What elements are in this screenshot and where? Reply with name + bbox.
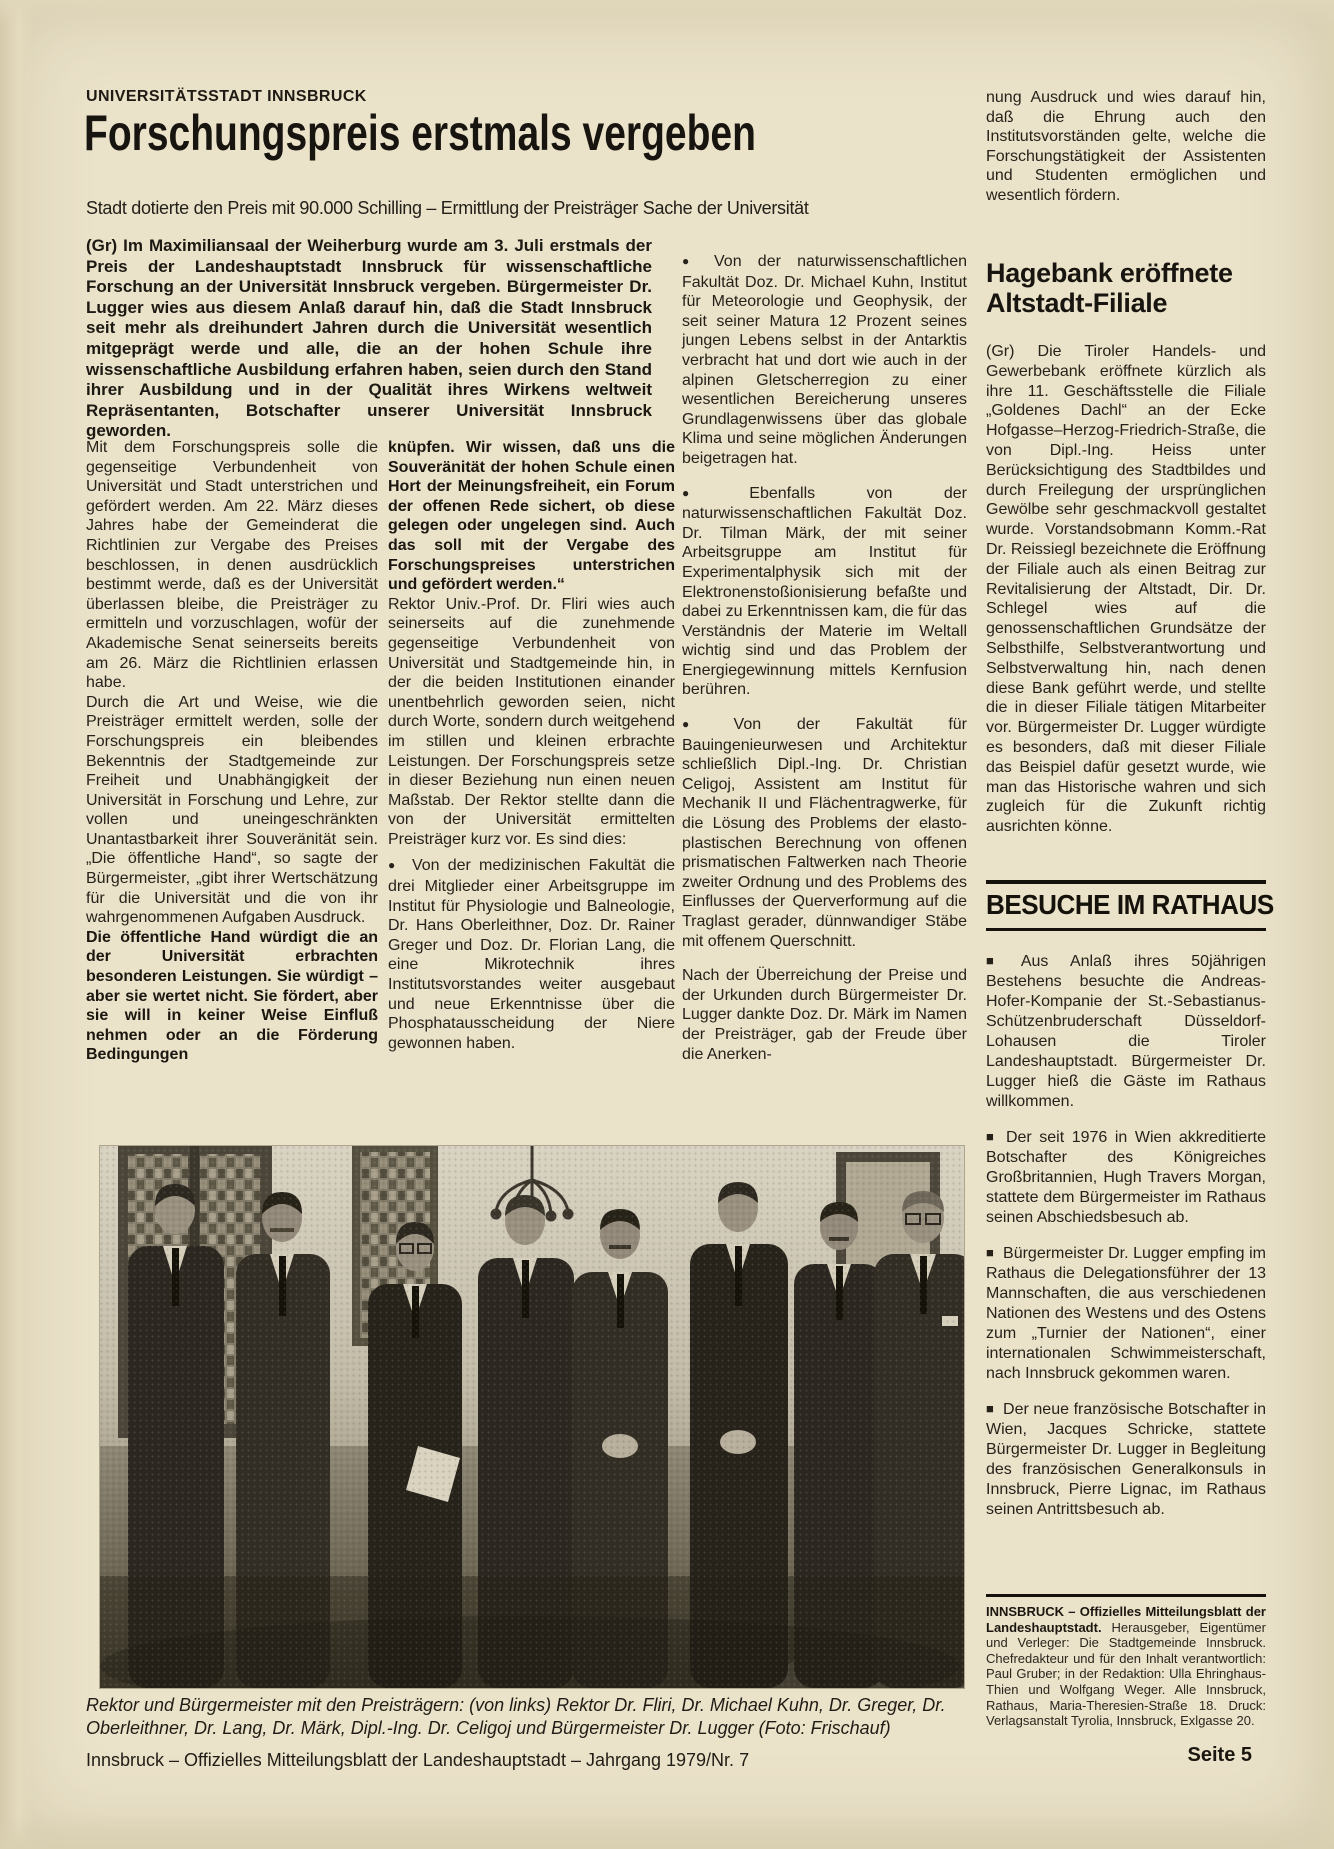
article-column-1 — [86, 438, 378, 1065]
hagebank-article: (Gr) Die Tiroler Handels- und Gewerbebank eröffnete kürzlich als ihre 11. Geschäftsstelle die Filiale „Goldenes Dachl“ an der Ecke Hofgasse–Herzog-Friedrich-Straße, die von Dipl.-Ing. Heiss unter Berücksichtigung des Stadtbildes und durch Freilegung der ursprünglichen Gewölbe sehr geschmackvoll gestaltet wurde. Vorstandsobmann Komm.-Rat Dr. Reissiegl bezeichnete die Eröffnung der Filiale auch als einen Beitrag zur Revitalisierung der Altstadt, Dir. Dr. Schlegel wies auf die genossenschaftlichen Grundsätze der Selbsthilfe, Selbstverantwortung und Selbstverwaltung hin, nach denen diese Bank geführt werde, und stellte die in dieser Filiale tätigen Mitarbeiter vor. Bürgermeister Dr. Lugger würdigte es besonders, daß mit dieser Filiale das Beispiel dafür gesetzt wurde, wie man das Historische wahren und sich zugleich für die Zukunft richtig ausrichten könne. — [986, 343, 1266, 836]
rathaus-item-text: Bürgermeister Dr. Lugger empfing im Rathaus die Delegationsführer der 13 Mannschaften, die aus verschiedenen Nationen des Westens und des Ostens zum „Turnier der Nationen“, einer internationalen Schwimmeisterschaft, nach Innsbruck gekommen waren. — [986, 1245, 1266, 1382]
photo-caption: Rektor und Bürgermeister mit den Preisträgern: (von links) Rektor Dr. Fliri, Dr. Michael Kuhn, Dr. Greger, Dr. Oberleithner, Dr. Lang, Dr. Märk, Dipl.-Ing. Dr. Celigoj und Bürgermeister Dr. Lugger (Foto: Frischauf) — [86, 1695, 946, 1738]
rathaus-items — [986, 952, 1266, 1536]
masthead-kicker: UNIVERSITÄTSSTADT INNSBRUCK — [86, 88, 367, 105]
rathaus-heading-box — [986, 880, 1274, 931]
award-ceremony-photo — [100, 1146, 964, 1688]
square-bullet-icon: ■ — [986, 953, 1012, 968]
prize-item-engineering — [682, 715, 967, 951]
paragraph-rektor: Rektor Univ.-Prof. Dr. Fliri wies auch seinerseits auf die zunehmende gegenseitige Verbundenheit von Universität und Stadtgemeinde hin, in der die beiden Institutionen einander unentbehrlich geworden seien, nicht durch Worte, sondern durch weitgehend im stillen und kleinen erbrachte Leistungen. Der Forschungspreis setze in dieser Beziehung nun einen neuen Maßstab. Der Rektor stellte dann die von der Universität ermittelten Preisträger kurz vor. Es sind dies: — [388, 595, 675, 848]
article-column-3 — [682, 252, 967, 1064]
bullet-icon: ● — [682, 254, 702, 268]
rathaus-item — [986, 1128, 1266, 1228]
article-subtitle: Stadt dotierte den Preis mit 90.000 Schilling – Ermittlung der Preisträger Sache der Universität — [86, 198, 809, 218]
lead-paragraph: (Gr) Im Maximiliansaal der Weiherburg wurde am 3. Juli erstmals der Preis der Landeshauptstadt Innsbruck für wissenschaftliche Forschung an der Universität Innsbruck vergeben. Bürgermeister Dr. Lugger wies aus diesem Anlaß darauf hin, daß die Stadt Innsbruck seit mehr als dreihundert Jahren durch die Universität wesentlich mitgeprägt werde und alle, die an der hohen Schule ihre wissenschaftliche Ausbildung erfahren haben, seien durch den Stand ihrer Ausbildung und in der Qualität ihres Wirkens weltweit Repräsentanten, Botschafter unserer Universität Innsbruck geworden. — [86, 236, 652, 441]
square-bullet-icon: ■ — [986, 1129, 997, 1144]
page-footer-line: Innsbruck – Offizielles Mitteilungsblatt der Landeshauptstadt – Jahrgang 1979/Nr. 7 — [86, 1750, 750, 1770]
article-headline: Forschungspreis erstmals vergeben — [84, 105, 756, 161]
square-bullet-icon: ■ — [986, 1401, 995, 1416]
prize-item-science-2-text: Ebenfalls von der naturwissenschaftlichen Fakultät Doz. Dr. Tilman Märk, der mit seiner Arbeitsgruppe am Institut für Experimentalphysik sich mit der Elektronenstoßionisierung befaßte und dabei zu Erkenntnissen kam, die für das Verständnis der Materie im Weltall wichtig sind und das Problem der Energiegewinnung mittels Kernfusion berühren. — [682, 484, 968, 699]
paragraph-closing: Nach der Überreichung der Preise und der Urkunden durch Bürgermeister Dr. Lugger dankte Doz. Dr. Märk im Namen der Preisträger, gab der Freude über die Anerken- — [682, 967, 967, 1063]
page-number: Seite 5 — [1187, 1744, 1252, 1766]
imprint-title: INNSBRUCK – Offizielles Mitteilungsblatt der Landeshauptstadt. — [986, 1604, 1266, 1635]
prize-item-science-2 — [682, 484, 967, 701]
page-edge-shadow-right — [1308, 0, 1334, 1849]
rathaus-item — [986, 1244, 1266, 1384]
photo-figure — [100, 1146, 964, 1688]
rathaus-heading: BESUCHE IM RATHAUS — [986, 889, 1274, 920]
rathaus-item-text: Der seit 1976 in Wien akkreditierte Botschafter des Königreiches Großbritannien, Hugh Travers Morgan, stattete dem Bürgermeister im Rathaus seinen Abschiedsbesuch ab. — [986, 1129, 1266, 1226]
paragraph-quote-continuation: knüpfen. Wir wissen, daß uns die Souveränität der hohen Schule einen Hort der Meinungsfreiheit, ein Forum der offenen Rede sichert, ob diese gelegen oder ungelegen sind. Auch das soll mit der Vergabe des Forschungspreises unterstrichen und gefördert werden.“ — [388, 439, 675, 594]
page-edge-shadow-left — [0, 0, 34, 1849]
imprint — [986, 1594, 1266, 1729]
rathaus-item — [986, 1400, 1266, 1520]
article-column-2 — [388, 438, 675, 1053]
bullet-icon: ● — [388, 858, 399, 873]
bullet-icon: ● — [682, 485, 737, 500]
prize-item-engineering-text: Von der Fakultät für Bauingenieurwesen und Architektur schließlich Dipl.-Ing. Dr. Christian Celigoj, Assistent am Institut für Mechanik II und Flächentragwerke, für die Lösung des Problems der elasto-plastischen Berechnung von offenen prismatischen Faltwerken nach Theorie zweiter Ordnung und des Problems des Einflusses der Querverformung auf die Traglast gerader, dünnwandiger Stäbe mit offenem Querschnitt. — [682, 716, 967, 950]
imprint-text: Herausgeber, Eigentümer und Verleger: Die Stadtgemeinde Innsbruck. Chefredakteur und für den Inhalt verantwortlich: Paul Gruber; in der Redaktion: Ulla Ehringhaus-Thien und Wolfgang Weger. Alle Innsbruck, Rathaus, Maria-Theresien-Straße 18. Druck: Verlagsanstalt Tyrolia, Innsbruck, Exlgasse 20. — [986, 1619, 1266, 1729]
paragraph-mayor-quote: Durch die Art und Weise, wie die Preisträger ermittelt werden, solle der Forschungspreis ein bleibendes Bekenntnis der Stadtgemeinde zur Freiheit und Unabhängigkeit der Universität in Forschung und Lehre, zur vollen und uneingeschränkten Unantastbarkeit ihrer Souveränität sein. „Die öffentliche Hand“, so sagte der Bürgermeister, „gibt ihrer Wertschätzung für die Universität und die von ihr wahrgenommenen Aufgaben Ausdruck. — [86, 693, 378, 927]
page-edge-shadow-top — [0, 0, 1334, 26]
prize-item-medicine-text: Von der medizinischen Fakultät die drei Mitglieder einer Arbeitsgruppe im Institut für Physiologie und Balneologie, Dr. Hans Oberleithner, Doz. Dr. Rainer Greger und Doz. Dr. Florian Lang, die eine Mikrotechnik ihres Institutsvorstandes weiter ausgebaut und neue Erkenntnisse über die Phosphatausscheidung der Niere gewonnen haben. — [388, 857, 676, 1052]
rathaus-item-text: Aus Anlaß ihres 50jährigen Bestehens besuchte die Andreas-Hofer-Kompanie der St.-Sebastianus-Schützenbruderschaft Düsseldorf-Lohausen die Tiroler Landeshauptstadt. Bürgermeister Dr. Lugger hieß die Gäste im Rathaus willkommen. — [986, 953, 1266, 1110]
paragraph-guidelines: Mit dem Forschungspreis solle die gegenseitige Verbundenheit von Universität und Stadt unterstrichen und gefördert werden. Am 22. März dieses Jahres habe der Gemeinderat die Richtlinien zur Vergabe des Preises beschlossen, in denen ausdrücklich bestimmt werde, daß es der Universität überlassen bleibe, die Preisträger zu ermitteln und vorzuschlagen, wofür der Akademische Senat seinerseits bereits am 26. März die Richtlinien erlassen habe. — [86, 439, 378, 692]
hagebank-heading: Hagebank eröffnete Altstadt-Filiale — [986, 258, 1233, 318]
rathaus-item — [986, 952, 1266, 1112]
page-edge-shadow-bottom — [0, 1815, 1334, 1849]
paragraph-mayor-quote-bold: Die öffentliche Hand würdigt die an der Universität erbrachten besonderen Leistungen. Sie würdigt – aber sie wertet nicht. Sie fördert, aber sie will in keiner Weise Einfluß nehmen oder an die Förderung Bedingungen — [86, 928, 378, 1064]
sidebar-continuation: nung Ausdruck und wies darauf hin, daß die Ehrung auch den Institutsvorständen gelte, welche die Forschungstätigkeit der Assistenten und Studenten ermöglichen und wesentlich fördern. — [986, 89, 1266, 204]
prize-item-science-1-text: Von der naturwissenschaftlichen Fakultät Doz. Dr. Michael Kuhn, Institut für Meteorologie und Geophysik, der seit seiner Matura 12 Prozent seines jungen Lebens selbst in der Antarktis verbracht hat und dort wie auch in der alpinen Gletscherregion zu einer wesentlichen Bereicherung unseres Grundlagenwissens über das globale Klima und seine möglichen Änderungen beigetragen hat. — [682, 253, 968, 467]
rathaus-item-text: Der neue französische Botschafter in Wien, Jacques Schricke, stattete Bürgermeister Dr. Lugger in Begleitung des französischen Generalkonsuls in Innsbruck, Pierre Lignac, im Rathaus seinen Antrittsbesuch ab. — [986, 1401, 1266, 1518]
bullet-icon: ● — [682, 717, 721, 732]
prize-item-medicine — [388, 856, 675, 1053]
square-bullet-icon: ■ — [986, 1245, 995, 1260]
prize-item-science-1 — [682, 252, 967, 469]
